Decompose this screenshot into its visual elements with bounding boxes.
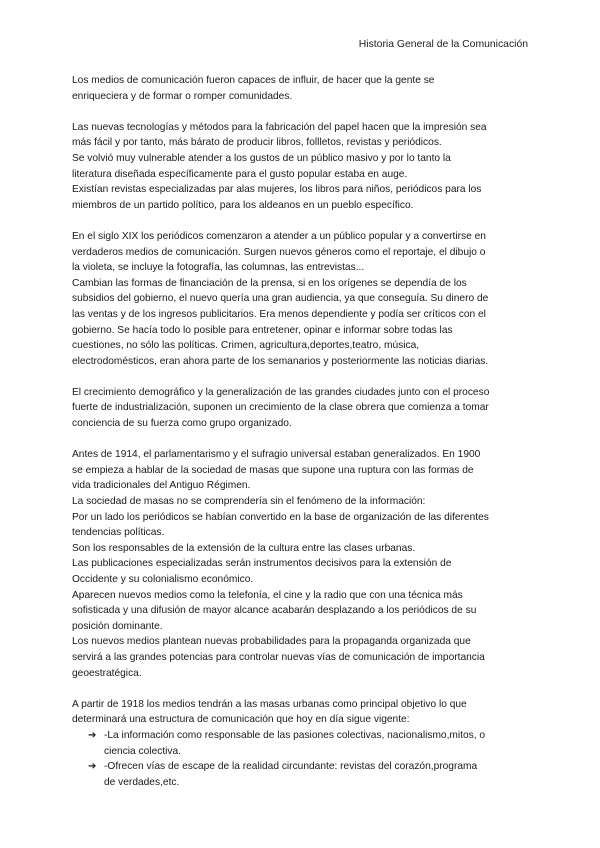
text-line: Cambian las formas de financiación de la prensa, si en los orígenes se dependía de los — [72, 277, 467, 289]
text-line: verdaderos medios de comunicación. Surgen nuevos géneros como el reportaje, el dibujo o — [72, 246, 486, 258]
paragraphs — [72, 73, 529, 728]
text-line: cuestiones, no sólo las políticas. Crimen, agricultura,deportes,teatro, música, — [72, 340, 420, 352]
document-body — [72, 73, 529, 790]
text-line: conciencia de su fuerza como grupo organizado. — [72, 418, 292, 430]
paragraph — [72, 120, 529, 214]
text-line: geoestratégica. — [72, 667, 142, 679]
text-line: sofisticada y una difusión de mayor alcance acabarán desplazando a los periódicos de su — [72, 605, 477, 617]
text-line: La sociedad de masas no se comprendería sin el fenómeno de la información: — [72, 496, 426, 508]
arrow-icon: ➔ — [88, 761, 97, 773]
text-line: fuerte de industrialización, suponen un crecimiento de la clase obrera que comienza a tomar — [72, 402, 489, 414]
paragraph — [72, 385, 529, 432]
text-line: Las nuevas tecnologías y métodos para la fabricación del papel hacen que la impresión sea — [72, 121, 487, 133]
text-line: ciencia colectiva. — [104, 745, 182, 757]
text-line: gobierno. Se hacía todo lo posible para entretener, opinar e informar sobre todas las — [72, 324, 453, 336]
text-line: En el siglo XIX los periódicos comenzaron a atender a un público popular y a convertirse en — [72, 230, 486, 242]
text-line: -La información como responsable de las pasiones colectivas, nacionalismo,mitos, o — [104, 729, 486, 741]
text-line: Occidente y su colonialismo económico. — [72, 574, 254, 585]
page-header-title: Historia General de la Comunicación — [358, 39, 528, 50]
text-line: miembros de un partido político, para los aldeanos en un pueblo específico. — [72, 199, 414, 211]
text-line: Existían revistas especializadas par alas mujeres, los libros para niños, periódicos para los — [72, 184, 482, 196]
paragraph — [72, 73, 529, 104]
text-line: A partir de 1918 los medios tendrán a las masas urbanas como principal objetivo lo que — [72, 698, 467, 710]
bullet-item — [72, 728, 529, 759]
bullet-item — [72, 759, 529, 790]
arrow-icon: ➔ — [88, 729, 97, 741]
text-line: Son los responsables de la extensión de la cultura entre las clases urbanas. — [72, 542, 416, 554]
text-line: más fácil y por tanto, más bárato de producir libros, follletos, revistas y periódicos. — [72, 137, 442, 149]
text-line: servirá a las grandes potencias para controlar nuevas vías de comunicación de importancia — [72, 651, 485, 663]
text-line: vida tradicionales del Antiguo Régimen. — [72, 480, 251, 492]
text-line: electrodomésticos, eran ahora parte de los semanarios y posteriormente las noticias diarias. — [72, 355, 489, 367]
paragraph — [72, 697, 529, 728]
text-line: Los medios de comunicación fueron capaces de influir, de hacer que la gente se — [72, 75, 435, 86]
text-line: Los nuevos medios plantean nuevas probabilidades para la propaganda organizada que — [72, 636, 471, 648]
text-line: Aparecen nuevos medios como la telefonía, el cine y la radio que con una técnica más — [72, 589, 463, 601]
text-line: subsidios del gobierno, el nuevo quería una gran audiencia, ya que conseguía. Su dinero de — [72, 293, 489, 305]
text-line: de verdades,etc. — [104, 776, 180, 788]
paragraph — [72, 229, 529, 369]
text-line: Se volvió muy vulnerable atender a los gustos de un público masivo y por lo tanto la — [72, 152, 451, 164]
paragraph — [72, 447, 529, 681]
text-line: tendencias políticas. — [72, 527, 165, 539]
text-line: literatura diseñada específicamente para el gusto popular estaba en auge. — [72, 168, 408, 180]
text-line: enriqueciera y de formar o romper comunidades. — [72, 90, 293, 102]
text-line: Antes de 1914, el parlamentarismo y el sufragio universal estaban generalizados. En 1900 — [72, 449, 481, 461]
text-line: posición dominante. — [72, 620, 163, 632]
text-line: se empieza a hablar de la sociedad de masas que supone una ruptura con las formas de — [72, 464, 474, 476]
text-line: Las publicaciones especializadas serán instrumentos decisivos para la extensión de — [72, 558, 452, 570]
text-line: la violeta, se incluye la fotografía, las columnas, las entrevistas... — [72, 262, 365, 274]
text-line: determinará una estructura de comunicación que hoy en día sigue vigente: — [72, 714, 410, 726]
text-line: El crecimiento demográfico y la generalización de las grandes ciudades junto con el proceso — [72, 386, 490, 398]
text-line: -Ofrecen vías de escape de la realidad circundante: revistas del corazón,programa — [104, 761, 478, 773]
bullet-list — [72, 728, 529, 790]
text-line: las ventas y de los ingresos publicitarios. Era menos dependiente y podía ser críticos con el — [72, 308, 486, 320]
text-line: Por un lado los periódicos se habían convertido en la base de organización de las diferentes — [72, 511, 489, 523]
